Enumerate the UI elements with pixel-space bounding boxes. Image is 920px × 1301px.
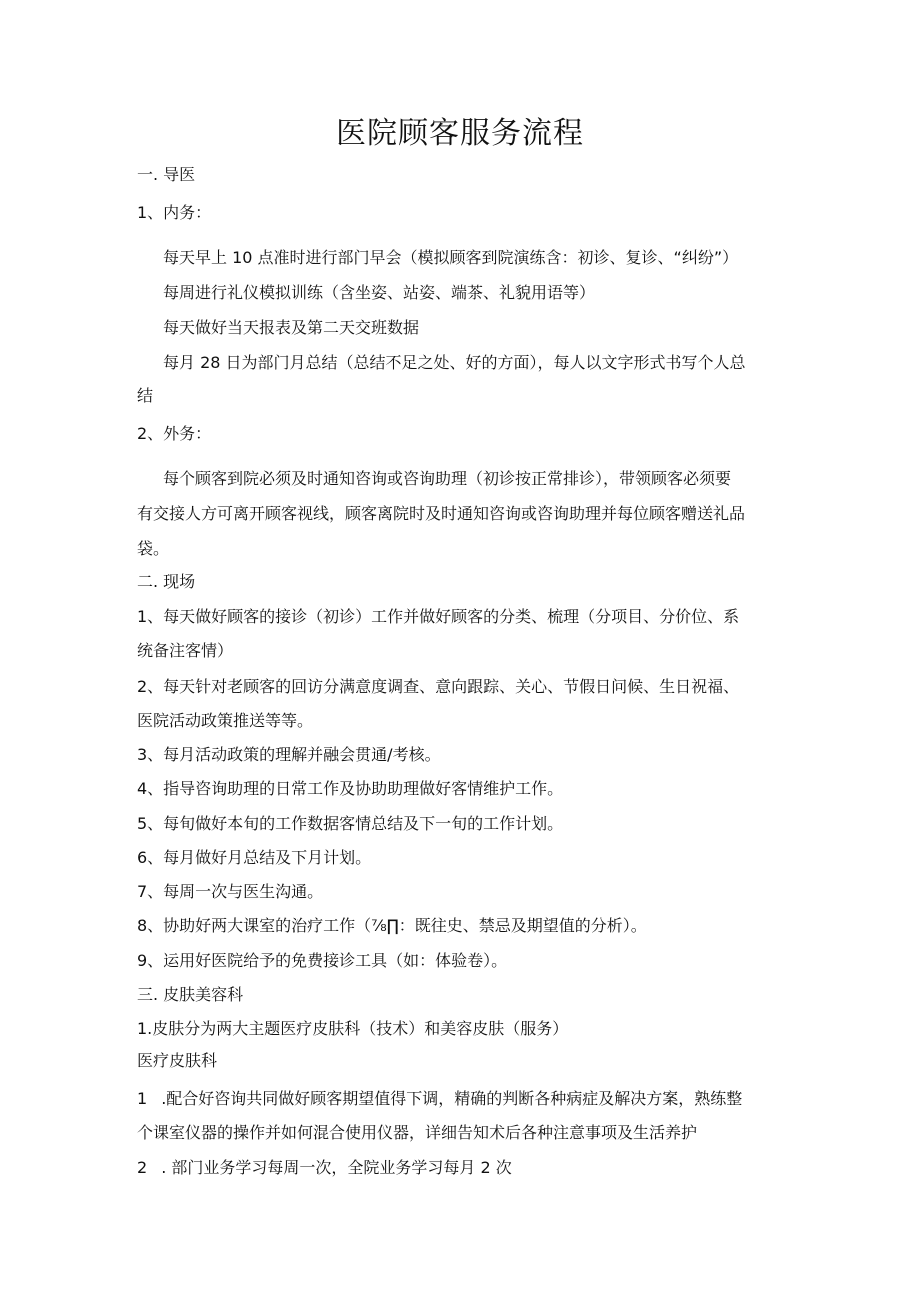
list-item — [137, 1088, 742, 1110]
list-item: 4、指导咨询助理的日常工作及协助助理做好客情维护工作。 — [137, 779, 564, 798]
list-item: 2、每天针对老顾客的回访分满意度调查、意向跟踪、关心、节假日问候、生日祝福、 — [137, 677, 740, 696]
subsection-heading-external: 2、外务： — [137, 424, 212, 443]
paragraph-line: 每月 28 日为部门月总结（总结不足之处、好的方面），每人以文字形式书写个人总 — [163, 353, 746, 372]
list-item: 7、每周一次与医生沟通。 — [137, 882, 324, 901]
subsection-heading-medical-dermatology: 医疗皮肤科 — [137, 1051, 218, 1070]
paragraph-line: 袋。 — [137, 539, 170, 558]
section-heading-onsite: 二. 现场 — [137, 572, 196, 591]
list-item-continuation: 统备注客情） — [137, 641, 234, 660]
paragraph-line: 每个顾客到院必须及时通知咨询或咨询助理（初诊按正常排诊），带领顾客必须要 — [163, 469, 732, 488]
list-item: 6、每月做好月总结及下月计划。 — [137, 848, 372, 867]
section-heading-guide: 一. 导医 — [137, 165, 196, 184]
list-number: 1 — [137, 1089, 148, 1108]
paragraph-line: 结 — [137, 386, 154, 405]
paragraph-line: 1.皮肤分为两大主题医疗皮肤科（技术）和美容皮肤（服务） — [137, 1019, 569, 1038]
paragraph-line: 有交接人方可离开顾客视线，顾客离院时及时通知咨询或咨询助理并每位顾客赠送礼品 — [137, 504, 746, 523]
section-heading-dermatology: 三. 皮肤美容科 — [137, 985, 244, 1004]
list-item: 3、每月活动政策的理解并融会贯通/考核。 — [137, 745, 441, 764]
paragraph-line: 每天做好当天报表及第二天交班数据 — [163, 318, 420, 337]
list-item: 1、每天做好顾客的接诊（初诊）工作并做好顾客的分类、梳理（分项目、分价位、系 — [137, 607, 740, 626]
subsection-heading-internal: 1、内务： — [137, 203, 212, 222]
list-item: 5、每旬做好本旬的工作数据客情总结及下一旬的工作计划。 — [137, 814, 564, 833]
paragraph-line: 每周进行礼仪模拟训练（含坐姿、站姿、端茶、礼貌用语等） — [163, 283, 596, 302]
list-item: 9、运用好医院给予的免费接诊工具（如：体验卷）。 — [137, 951, 508, 970]
list-text: . 部门业务学习每周一次，全院业务学习每月 2 次 — [161, 1158, 512, 1177]
list-item — [137, 1157, 512, 1179]
list-item-continuation: 医院活动政策推送等等。 — [137, 711, 314, 730]
list-item: 8、协助好两大课室的治疗工作（⅞∏：既往史、禁忌及期望值的分析）。 — [137, 916, 647, 935]
list-item-continuation: 个课室仪器的操作并如何混合使用仪器，详细告知术后各种注意事项及生活养护 — [137, 1123, 698, 1142]
document-title: 医院顾客服务流程 — [336, 116, 584, 151]
list-text: .配合好咨询共同做好顾客期望值得下调，精确的判断各种病症及解决方案，熟练整 — [161, 1089, 743, 1108]
paragraph-line: 每天早上 10 点准时进行部门早会（模拟顾客到院演练含：初诊、复诊、“纠纷”） — [163, 248, 739, 267]
list-number: 2 — [137, 1158, 148, 1177]
